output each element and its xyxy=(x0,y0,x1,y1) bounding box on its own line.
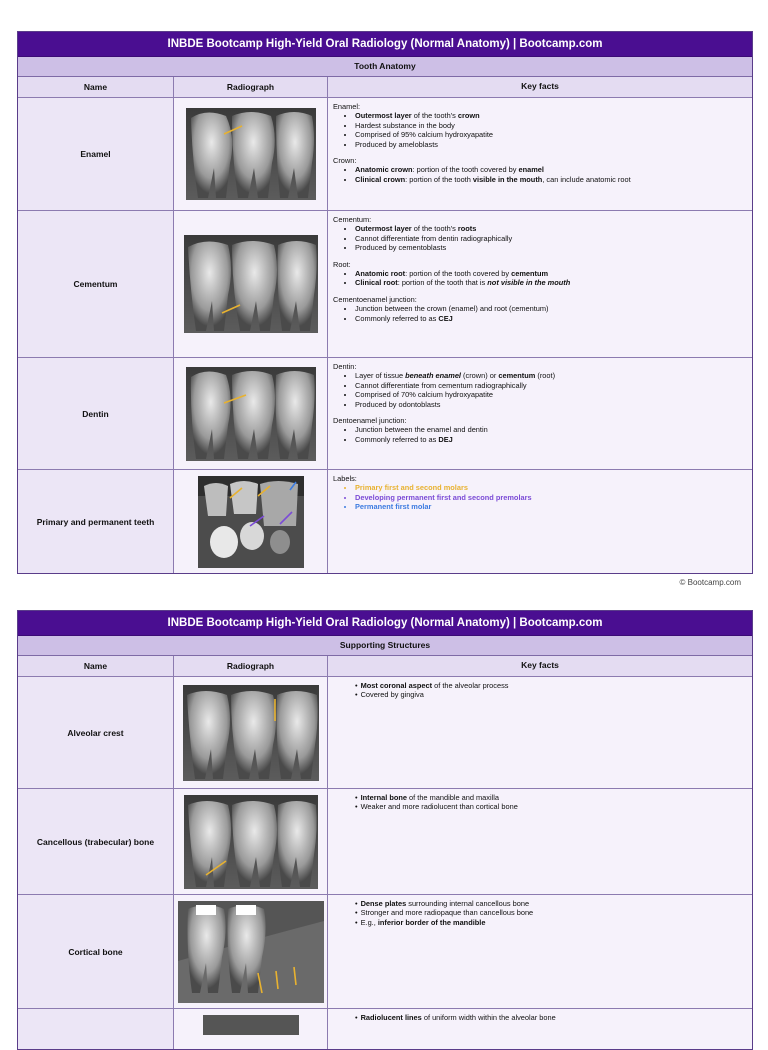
fact-item: • Internal bone of the mandible and maxilla xyxy=(355,793,747,802)
key-facts-cell xyxy=(328,98,752,210)
fact-item: • Hardest substance in the body xyxy=(355,121,747,130)
row-name: Cementum xyxy=(18,211,174,357)
key-facts-cell xyxy=(328,1009,752,1049)
enamel-radiograph xyxy=(186,108,316,200)
facts-list xyxy=(333,1013,747,1022)
radiograph-cell xyxy=(174,789,328,894)
cortical-bone-radiograph xyxy=(178,901,324,1003)
table-row xyxy=(18,1009,752,1049)
fact-item: • Junction between the enamel and dentin xyxy=(355,425,747,434)
row-name: Dentin xyxy=(18,358,174,469)
table-row xyxy=(18,470,752,573)
fact-item: • Cannot differentiate from cementum radiographically xyxy=(355,381,747,390)
fact-item: • Outermost layer of the tooth's roots xyxy=(355,224,747,233)
fact-item: • Junction between the crown (enamel) and root (cementum) xyxy=(355,304,747,313)
partial-radiograph xyxy=(203,1015,299,1035)
row-name xyxy=(18,1009,174,1049)
fact-item: • Produced by odontoblasts xyxy=(355,400,747,409)
facts-heading: Crown: xyxy=(333,156,357,166)
sheet-title: INBDE Bootcamp High-Yield Oral Radiology (Normal Anatomy) | Bootcamp.com xyxy=(18,32,752,57)
table-header-row xyxy=(18,656,752,677)
fact-item: • E.g., inferior border of the mandible xyxy=(355,918,747,927)
dentin-radiograph xyxy=(186,367,316,461)
key-facts-cell xyxy=(328,677,752,788)
facts-list xyxy=(333,165,747,184)
fact-item: • Outermost layer of the tooth's crown xyxy=(355,111,747,120)
fact-item: • Cannot differentiate from dentin radiographically xyxy=(355,234,747,243)
row-name: Cancellous (trabecular) bone xyxy=(18,789,174,894)
key-facts-cell xyxy=(328,895,752,1008)
label-primary-molars: • Primary first and second molars xyxy=(355,483,747,492)
column-header-facts: Key facts xyxy=(328,656,752,676)
primary-permanent-radiograph xyxy=(198,476,304,568)
fact-item: • Comprised of 70% calcium hydroxyapatite xyxy=(355,390,747,399)
facts-heading: Root: xyxy=(333,259,351,269)
fact-item: • Commonly referred to as DEJ xyxy=(355,435,747,444)
column-header-name: Name xyxy=(18,656,174,676)
fact-item: • Commonly referred to as CEJ xyxy=(355,314,747,323)
key-facts-cell xyxy=(328,789,752,894)
column-header-radiograph: Radiograph xyxy=(174,656,328,676)
fact-item: • Covered by gingiva xyxy=(355,690,747,699)
facts-heading: Dentoenamel junction: xyxy=(333,416,407,426)
fact-item: • Clinical root: portion of the tooth that is not visible in the mouth xyxy=(355,278,747,287)
section-title: Tooth Anatomy xyxy=(18,57,752,77)
radiograph-cell xyxy=(174,358,328,469)
radiograph-cell xyxy=(174,98,328,210)
facts-list xyxy=(333,425,747,444)
facts-list xyxy=(333,304,747,323)
facts-list xyxy=(333,111,747,149)
facts-heading: Dentin: xyxy=(333,362,357,371)
alveolar-crest-radiograph xyxy=(183,685,319,781)
fact-item: • Produced by ameloblasts xyxy=(355,140,747,149)
fact-item: • Radiolucent lines of uniform width within the alveolar bone xyxy=(355,1013,747,1022)
table-row xyxy=(18,358,752,470)
facts-list xyxy=(333,371,747,409)
facts-heading: Cementoenamel junction: xyxy=(333,294,417,304)
column-header-name: Name xyxy=(18,77,174,97)
radiograph-cell xyxy=(174,470,328,573)
fact-item: • Anatomic crown: portion of the tooth covered by enamel xyxy=(355,165,747,174)
facts-list xyxy=(333,269,747,288)
fact-item: • Weaker and more radiolucent than cortical bone xyxy=(355,802,747,811)
table-row xyxy=(18,98,752,211)
fact-item: • Most coronal aspect of the alveolar process xyxy=(355,681,747,690)
radiograph-cell xyxy=(174,677,328,788)
table-row xyxy=(18,677,752,789)
column-header-facts: Key facts xyxy=(328,77,752,97)
label-permanent-first-molar: • Permanent first molar xyxy=(355,502,747,511)
facts-list xyxy=(333,899,747,927)
fact-item: • Layer of tissue beneath enamel (crown) or cementum (root) xyxy=(355,371,747,380)
facts-list xyxy=(333,793,747,812)
supporting-structures-sheet xyxy=(17,610,753,1050)
fact-item: • Stronger and more radiopaque than cancellous bone xyxy=(355,908,747,917)
fact-item: • Comprised of 95% calcium hydroxyapatite xyxy=(355,130,747,139)
column-header-radiograph: Radiograph xyxy=(174,77,328,97)
facts-list xyxy=(333,224,747,252)
fact-item: • Dense plates surrounding internal cancellous bone xyxy=(355,899,747,908)
fact-item: • Produced by cementoblasts xyxy=(355,243,747,252)
labels-list xyxy=(333,483,747,511)
facts-heading: Enamel: xyxy=(333,102,361,111)
radiograph-cell xyxy=(174,1009,328,1049)
row-name: Enamel xyxy=(18,98,174,210)
labels-heading: Labels: xyxy=(333,474,357,483)
row-name: Cortical bone xyxy=(18,895,174,1008)
row-name: Primary and permanent teeth xyxy=(18,470,174,573)
key-facts-cell xyxy=(328,211,752,357)
section-title: Supporting Structures xyxy=(18,636,752,656)
table-header-row xyxy=(18,77,752,98)
table-row xyxy=(18,789,752,895)
cancellous-bone-radiograph xyxy=(184,795,318,889)
fact-item: • Anatomic root: portion of the tooth covered by cementum xyxy=(355,269,747,278)
table-row xyxy=(18,211,752,358)
cementum-radiograph xyxy=(184,235,318,333)
radiograph-cell xyxy=(174,211,328,357)
key-facts-cell xyxy=(328,470,752,573)
copyright-footer: © Bootcamp.com xyxy=(679,578,741,587)
tooth-anatomy-sheet xyxy=(17,31,753,574)
facts-heading: Cementum: xyxy=(333,215,372,224)
sheet-title: INBDE Bootcamp High-Yield Oral Radiology (Normal Anatomy) | Bootcamp.com xyxy=(18,611,752,636)
radiograph-cell xyxy=(174,895,328,1008)
label-developing-premolars: • Developing permanent first and second premolars xyxy=(355,493,747,502)
key-facts-cell xyxy=(328,358,752,469)
row-name: Alveolar crest xyxy=(18,677,174,788)
facts-list xyxy=(333,681,747,700)
table-row xyxy=(18,895,752,1009)
fact-item: • Clinical crown: portion of the tooth visible in the mouth, can include anatomic root xyxy=(355,175,747,184)
